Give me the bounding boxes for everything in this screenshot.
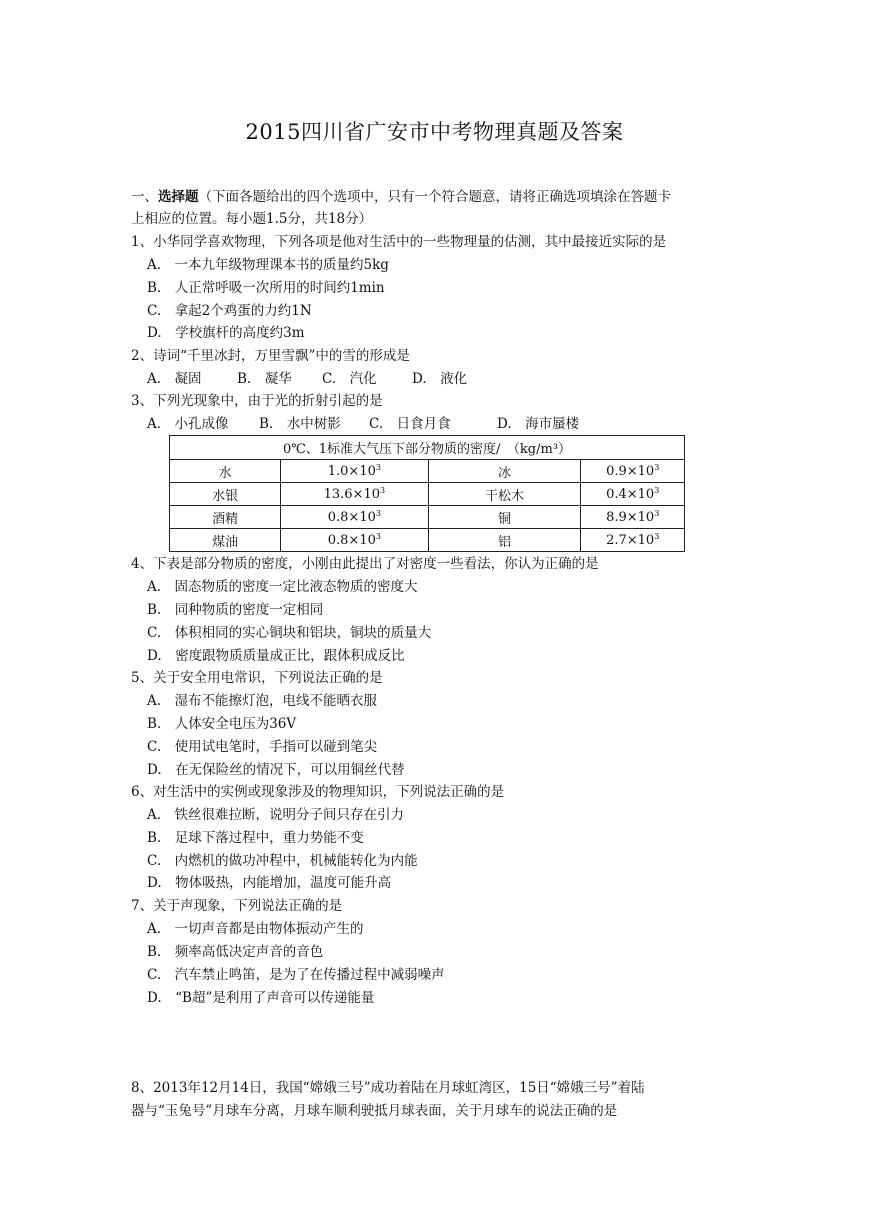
table-cell: $0.4\times 10^3$ (581, 483, 685, 506)
table-cell: $0.8\times 10^3$ (281, 506, 428, 529)
question-3-option-d: D. 海市蜃楼 (497, 416, 580, 432)
question-2-stem: 2、诗词“千里冰封，万里雪飘”中的雪的形成是 (131, 348, 410, 364)
question-1-option-c: C. 拿起2个鸡蛋的力约1N (147, 303, 312, 319)
table-cell: 煤油 (170, 529, 281, 552)
section-number: 一、 (131, 189, 158, 205)
question-3-stem: 3、下列光现象中，由于光的折射引起的是 (131, 393, 383, 409)
question-6-option-b: B. 足球下落过程中，重力势能不变 (147, 830, 364, 846)
question-6-option-a: A. 铁丝很难拉断，说明分子间只存在引力 (147, 807, 405, 823)
question-2-option-c: C. 汽化 (322, 371, 377, 387)
question-3-option-b: B. 水中树影 (259, 416, 341, 432)
table-row (170, 460, 685, 483)
question-3-option-a: A. 小孔成像 (147, 416, 229, 432)
table-cell: 水 (170, 460, 281, 483)
question-7-stem: 7、关于声现象，下列说法正确的是 (131, 898, 343, 914)
question-5-option-d: D. 在无保险丝的情况下，可以用铜丝代替 (147, 762, 405, 778)
table-cell: $8.9\times 10^3$ (581, 506, 685, 529)
table-cell: 铝 (428, 529, 581, 552)
question-8-stem-line2: 器与“玉兔号”月球车分离，月球车顺利驶抵月球表面，关于月球车的说法正确的是 (131, 1103, 618, 1119)
table-row (170, 506, 685, 529)
question-1-option-a: A. 一本九年级物理课本书的质量约5kg (147, 257, 389, 273)
question-7-option-a: A. 一切声音都是由物体振动产生的 (147, 921, 364, 937)
question-3-option-c: C. 日食月食 (369, 416, 451, 432)
page-title: 2015四川省广安市中考物理真题及答案 (245, 120, 624, 144)
question-1-option-d: D. 学校旗杆的高度约3m (147, 325, 305, 341)
question-4-option-b: B. 同种物质的密度一定相同 (147, 602, 324, 618)
question-4-option-d: D. 密度跟物质质量成正比，跟体积成反比 (147, 648, 405, 664)
table-cell: $0.9\times 10^3$ (581, 460, 685, 483)
table-row (170, 529, 685, 552)
question-2-option-b: B. 凝华 (237, 371, 292, 387)
question-7-option-d: D. “B超”是利用了声音可以传递能量 (147, 990, 375, 1006)
table-cell: 干松木 (428, 483, 581, 506)
question-5-option-b: B. 人体安全电压为36V (147, 716, 297, 732)
question-5-stem: 5、关于安全用电常识，下列说法正确的是 (131, 670, 383, 686)
table-cell: 冰 (428, 460, 581, 483)
density-table-caption: 0℃、1标准大气压下部分物质的密度/ （kg/m³） (170, 436, 685, 460)
question-8-stem-line1: 8、2013年12月14日，我国“嫦娥三号”成功着陆在月球虹湾区，15日“嫦娥三号”着陆 (131, 1080, 645, 1096)
table-cell: $1.0\times 10^3$ (281, 460, 428, 483)
question-7-option-b: B. 频率高低决定声音的音色 (147, 944, 324, 960)
table-row (170, 483, 685, 506)
section-intro (131, 188, 671, 206)
question-4-stem: 4、下表是部分物质的密度，小刚由此提出了对密度一些看法，你认为正确的是 (131, 556, 599, 572)
table-cell: 铜 (428, 506, 581, 529)
question-5-option-c: C. 使用试电笔时，手指可以碰到笔尖 (147, 739, 378, 755)
table-cell: $0.8\times 10^3$ (281, 529, 428, 552)
section-intro-line2: 上相应的位置。每小题1.5分，共18分） (131, 211, 373, 227)
question-6-stem: 6、对生活中的实例或现象涉及的物理知识，下列说法正确的是 (131, 784, 505, 800)
section-intro-line1: （下面各题给出的四个选项中，只有一个符合题意，请将正确选项填涂在答题卡 (198, 189, 671, 205)
table-cell: 酒精 (170, 506, 281, 529)
question-1-option-b: B. 人正常呼吸一次所用的时间约1min (147, 280, 385, 296)
section-name: 选择题 (158, 189, 199, 205)
density-table (169, 435, 685, 552)
question-4-option-a: A. 固态物质的密度一定比液态物质的密度大 (147, 579, 418, 595)
table-cell: $13.6\times 10^3$ (281, 483, 428, 506)
table-cell: 水银 (170, 483, 281, 506)
question-2-option-a: A. 凝固 (147, 371, 202, 387)
question-5-option-a: A. 湿布不能擦灯泡，电线不能晒衣服 (147, 693, 378, 709)
question-4-option-c: C. 体积相同的实心铜块和铝块，铜块的质量大 (147, 625, 432, 641)
question-6-option-d: D. 物体吸热，内能增加，温度可能升高 (147, 875, 392, 891)
question-7-option-c: C. 汽车禁止鸣笛，是为了在传播过程中减弱噪声 (147, 967, 445, 983)
question-2-option-d: D. 液化 (412, 371, 468, 387)
question-1-stem: 1、小华同学喜欢物理，下列各项是他对生活中的一些物理量的估测，其中最接近实际的是 (131, 234, 667, 250)
table-cell: $2.7\times 10^3$ (581, 529, 685, 552)
question-6-option-c: C. 内燃机的做功冲程中，机械能转化为内能 (147, 853, 418, 869)
